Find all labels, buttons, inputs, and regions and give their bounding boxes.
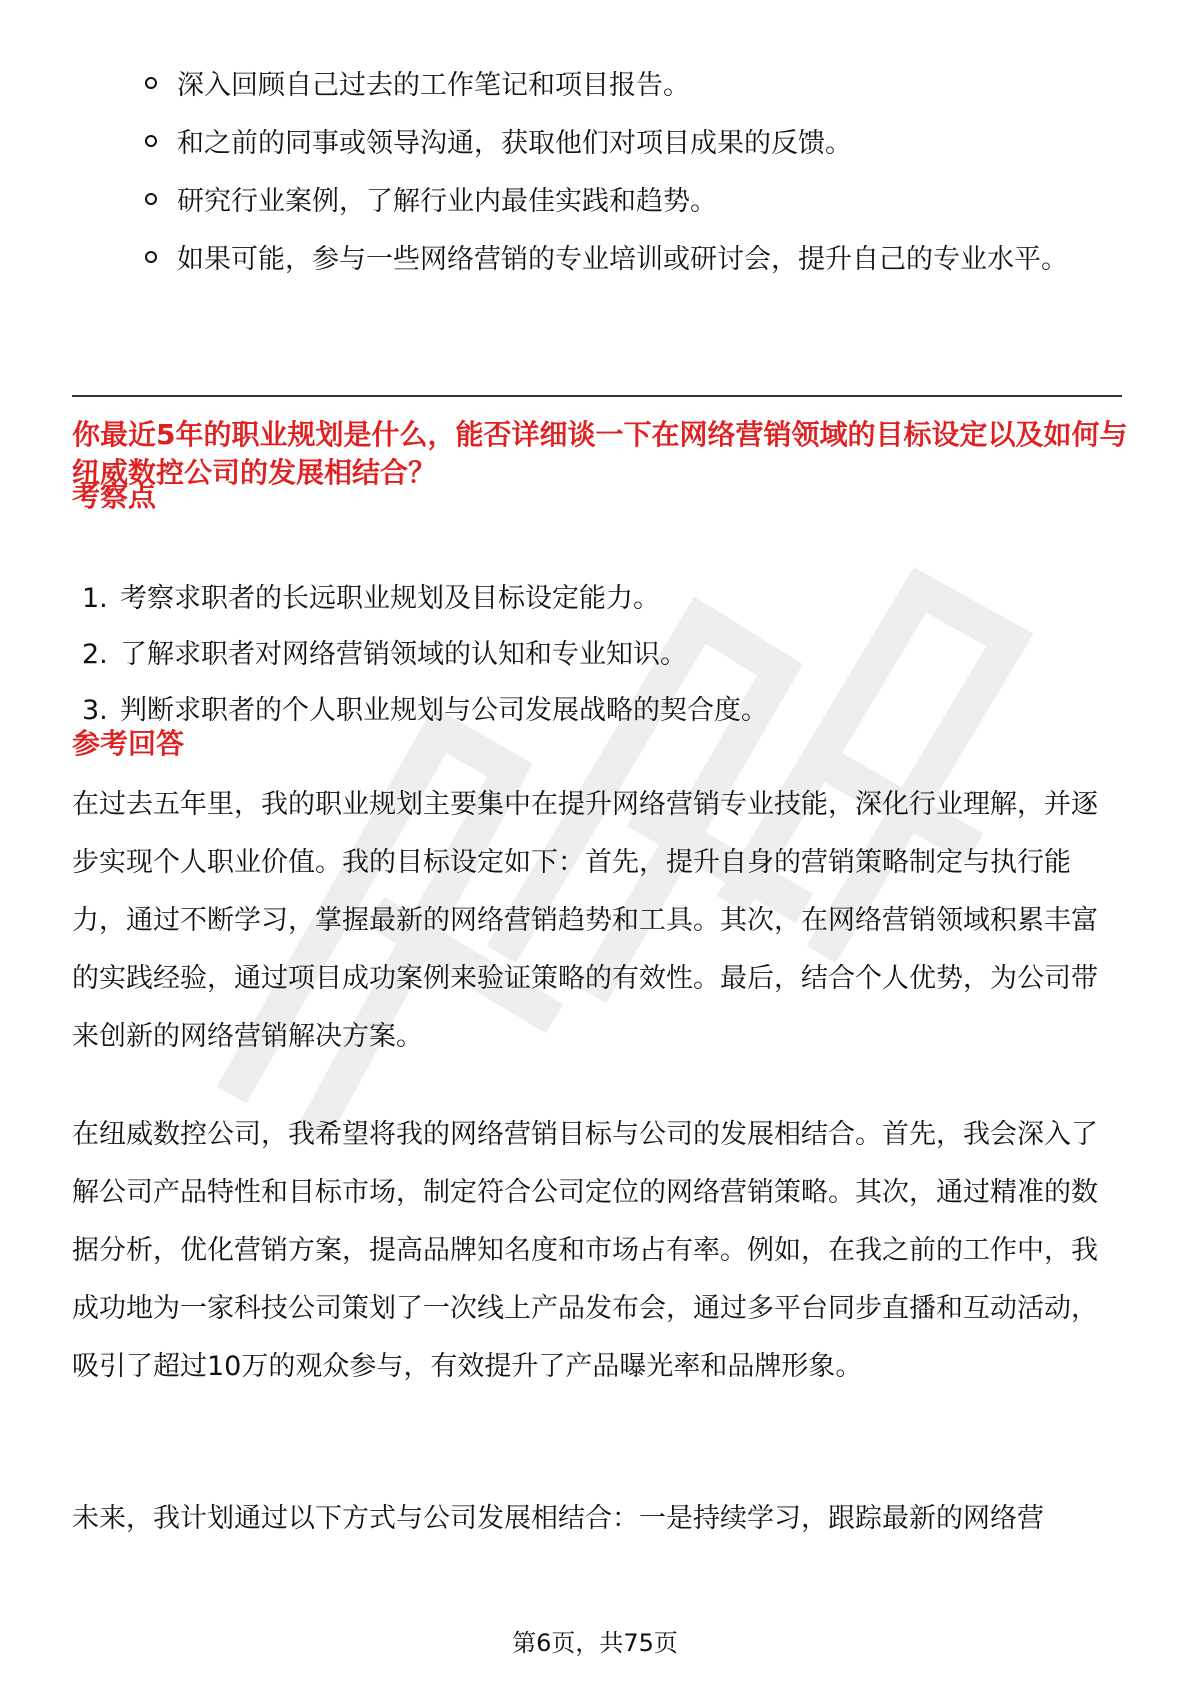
item-text: 考察求职者的长远职业规划及目标设定能力。 <box>120 583 660 614</box>
section-divider <box>72 395 1122 397</box>
bullet-icon <box>145 251 157 263</box>
list-item <box>145 176 1075 228</box>
page-number: 第6页，共75页 <box>512 1629 678 1657</box>
reference-answer-title: 参考回答 <box>72 727 185 760</box>
bullet-text: 深入回顾自己过去的工作笔记和项目报告。 <box>177 70 690 101</box>
exam-points-list <box>82 580 1122 748</box>
list-item <box>82 636 1122 674</box>
bullet-text: 研究行业案例，了解行业内最佳实践和趋势。 <box>177 186 717 217</box>
item-text: 了解求职者对网络营销领域的认知和专业知识。 <box>120 639 687 670</box>
bullet-icon <box>145 77 157 89</box>
list-item <box>82 692 1122 730</box>
bullet-icon <box>145 135 157 147</box>
bullet-text: 和之前的同事或领导沟通，获取他们对项目成果的反馈。 <box>177 128 852 159</box>
item-number: 2. <box>82 639 108 670</box>
item-number: 3. <box>82 695 108 726</box>
answer-paragraph: 在过去五年里，我的职业规划主要集中在提升网络营销专业技能，深化行业理解，并逐步实现个人职业价值。我的目标设定如下：首先，提升自身的营销策略制定与执行能力，通过不断学习，掌握最新的网络营销趋势和工具。其次，在网络营销领域积累丰富的实践经验，通过项目成功案例来验证策略的有效性。最后，结合个人优势，为公司带来创新的网络营销解决方案。 <box>72 789 1098 1052</box>
question-heading: 你最近5年的职业规划是什么，能否详细谈一下在网络营销领域的目标设定以及如何与纽威数控公司的发展相结合？ <box>72 418 1128 489</box>
answer-paragraph: 在纽威数控公司，我希望将我的网络营销目标与公司的发展相结合。首先，我会深入了解公司产品特性和目标市场，制定符合公司定位的网络营销策略。其次，通过精准的数据分析，优化营销方案，提高品牌知名度和市场占有率。例如，在我之前的工作中，我成功地为一家科技公司策划了一次线上产品发布会，通过多平台同步直播和互动活动，吸引了超过10万的观众参与，有效提升了产品曝光率和品牌形象。 <box>72 1119 1098 1382</box>
item-text: 判断求职者的个人职业规划与公司发展战略的契合度。 <box>120 695 768 726</box>
bullet-icon <box>145 193 157 205</box>
bullet-list <box>145 60 1075 292</box>
list-item <box>82 580 1122 618</box>
list-item <box>145 60 1075 112</box>
list-item <box>145 118 1075 170</box>
bullet-text: 如果可能，参与一些网络营销的专业培训或研讨会，提升自己的专业水平。 <box>177 244 1068 275</box>
item-number: 1. <box>82 583 108 614</box>
exam-points-title: 考察点 <box>72 480 157 513</box>
answer-paragraph: 未来，我计划通过以下方式与公司发展相结合：一是持续学习，跟踪最新的网络营 <box>72 1503 1044 1534</box>
list-item <box>145 234 1075 286</box>
